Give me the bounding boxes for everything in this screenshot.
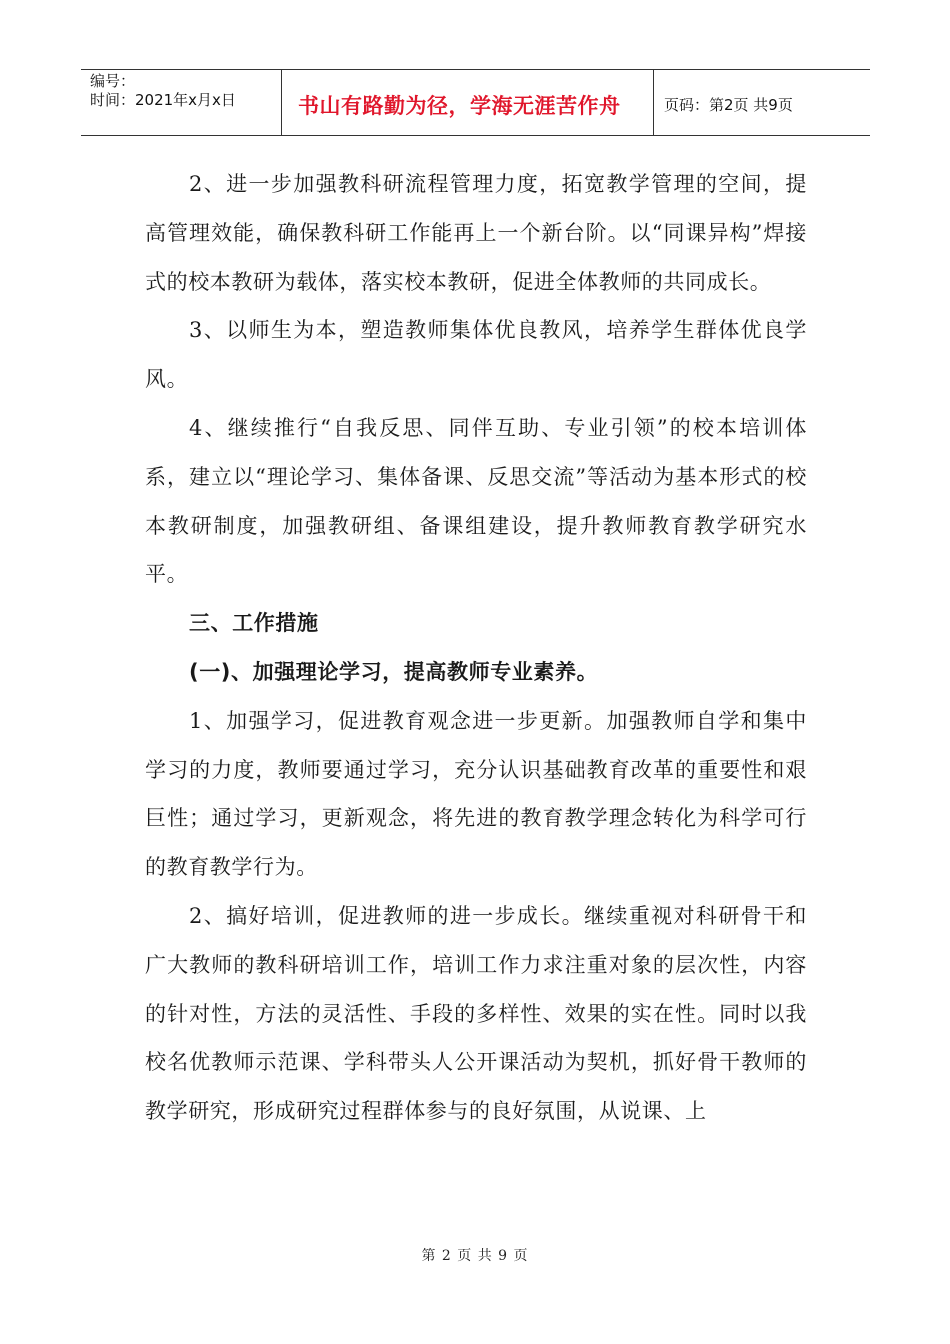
document-header: [81, 69, 870, 136]
page-footer: 第 2 页 共 9 页: [421, 1248, 529, 1264]
subsection-heading-theory: (一)、加强理论学习，提高教师专业素养。: [189, 659, 599, 684]
header-motto-cell: [282, 70, 654, 135]
header-motto: 书山有路勤为径，学海无涯苦作舟: [298, 93, 621, 118]
paragraph-measure-1: 1、加强学习，促进教育观念进一步更新。加强教师自学和集中学习的力度，教师要通过学习，充分认识基础教育改革的重要性和艰巨性；通过学习，更新观念，将先进的教育教学理念转化为科学可行的教育教学行为。: [145, 708, 807, 880]
section-heading-measures: 三、工作措施: [189, 611, 319, 636]
document-body: [145, 160, 807, 1136]
paragraph-measure-2: 2、搞好培训，促进教师的进一步成长。继续重视对科研骨干和广大教师的教科研培训工作，培训工作力求注重对象的层次性，内容的针对性，方法的灵活性、手段的多样性、效果的实在性。同时以我校名优教师示范课、学科带头人公开课活动为契机，抓好骨干教师的教学研究，形成研究过程群体参与的良好氛围，从说课、上: [145, 903, 807, 1124]
header-page-label: 页码：第2页 共9页: [664, 96, 793, 114]
document-number-label: 编号：: [90, 72, 136, 90]
paragraph-goal-3: 3、以师生为本，塑造教师集体优良教风，培养学生群体优良学风。: [145, 318, 807, 392]
header-meta-cell: [81, 70, 282, 135]
header-page-cell: [654, 70, 870, 135]
document-time-label: 时间：2021年x月x日: [90, 91, 236, 109]
paragraph-goal-2: 2、进一步加强教科研流程管理力度，拓宽教学管理的空间，提高管理效能，确保教科研工作能再上一个新台阶。以“同课异构”焊接式的校本教研为载体，落实校本教研，促进全体教师的共同成长。: [145, 172, 807, 294]
paragraph-goal-4: 4、继续推行“自我反思、同伴互助、专业引领”的校本培训体系，建立以“理论学习、集体备课、反思交流”等活动为基本形式的校本教研制度，加强教研组、备课组建设，提升教师教育教学研究水平。: [145, 415, 807, 587]
